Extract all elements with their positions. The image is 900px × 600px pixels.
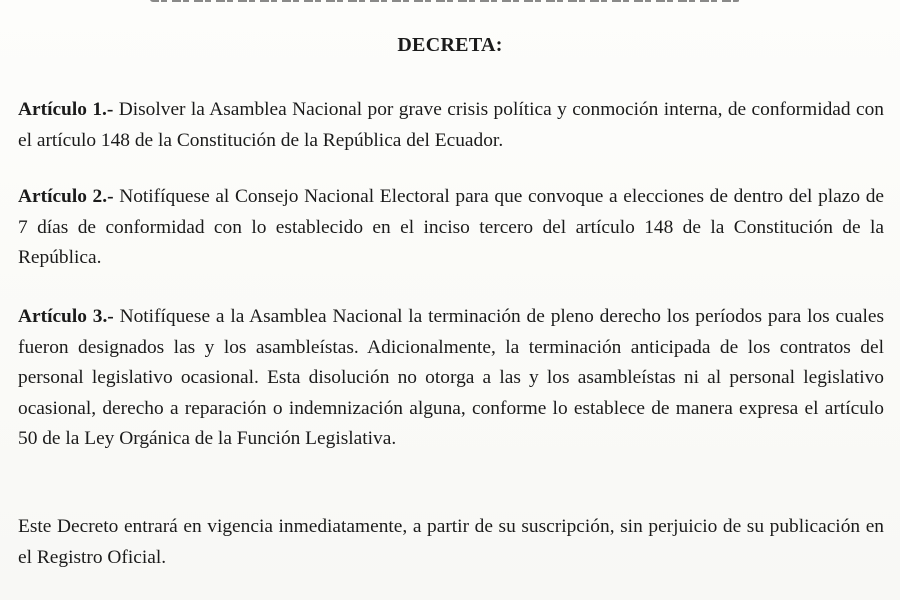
- cut-off-text-fragment: [150, 0, 740, 2]
- article-1: [18, 95, 884, 156]
- cut-off-header-line: [150, 0, 740, 6]
- article-1-label: Artículo 1.-: [18, 99, 114, 120]
- article-3: [18, 302, 884, 455]
- article-3-label: Artículo 3.-: [18, 306, 114, 327]
- decree-heading: DECRETA:: [397, 34, 503, 56]
- article-2-label: Artículo 2.-: [18, 186, 114, 207]
- article-2-text: Notifíquese al Consejo Nacional Electoral para que convoque a elecciones de dentro del plazo de 7 días de conformidad con lo establecido en el inciso tercero del artículo 148 de la Constitución de la República.: [18, 186, 885, 269]
- article-1-text: Disolver la Asamblea Nacional por grave crisis política y conmoción interna, de conformidad con el artículo 148 de la Constitución de la República del Ecuador.: [18, 99, 884, 151]
- article-3-text: Notifíquese a la Asamblea Nacional la terminación de pleno derecho los períodos para los cuales fueron designados las y los asambleístas. Adicionalmente, la terminación anticipada de los contratos del personal legislativo ocasional. Esta disolución no otorga a las y los asambleístas ni al personal legislativo ocasional, derecho a reparación o indemnización alguna, conforme lo establece de manera expresa el artículo 50 de la Ley Orgánica de la Función Legislativa.: [18, 306, 884, 450]
- article-2: [18, 182, 884, 274]
- closing-paragraph: Este Decreto entrará en vigencia inmediatamente, a partir de su suscripción, sin perjuicio de su publicación en el Registro Oficial.: [18, 516, 884, 568]
